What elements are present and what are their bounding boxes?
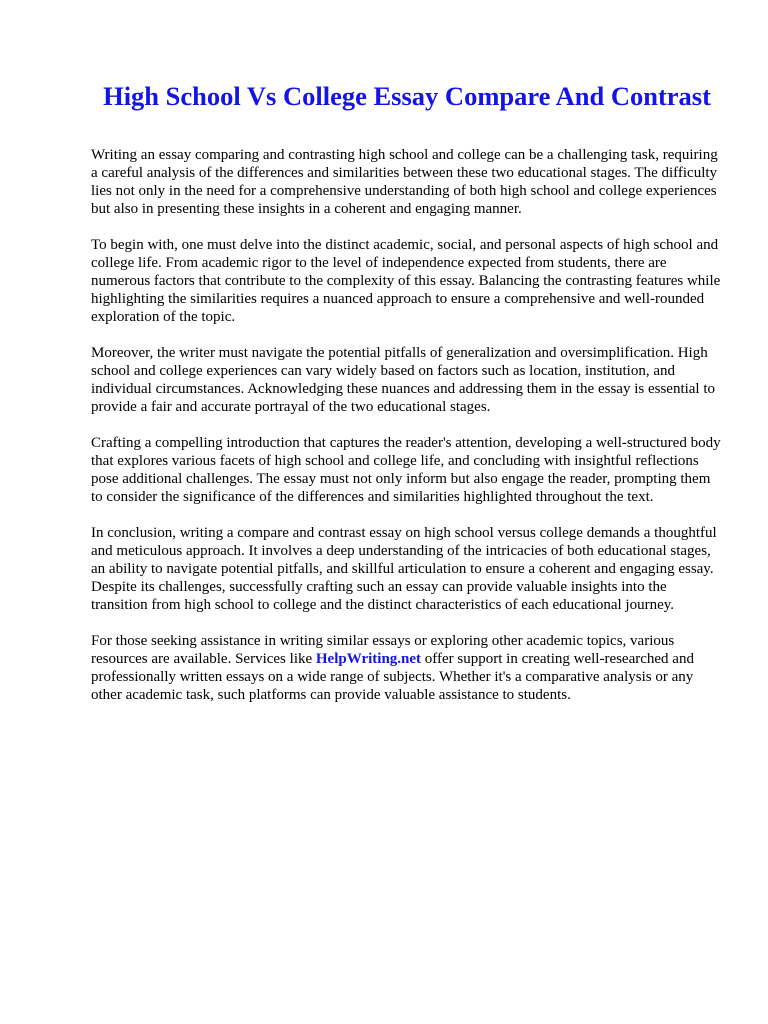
paragraph-6-text-before-link: For those seeking assistance in writing similar essays or exploring other academic topics, various resources are available. Services like xyxy=(91,633,675,667)
paragraph-3: Moreover, the writer must navigate the potential pitfalls of generalization and oversimplification. High school and college experiences can vary widely based on factors such as location, institution, and individual circumstances. Acknowledging these nuances and addressing them in the essay is essential to provide a fair and accurate portrayal of the two educational stages. xyxy=(91,345,716,415)
helpwriting-link[interactable]: HelpWriting.net xyxy=(315,651,422,667)
paragraph-6-text-after-link: offer support in creating well-researched and professionally written essays on a wide range of subjects. Whether it's a comparative analysis or any other academic task, such platforms can provide valuable assistance to students. xyxy=(91,651,694,703)
paragraph-4: Crafting a compelling introduction that captures the reader's attention, developing a well-structured body that explores various facets of high school and college life, and concluding with insightful reflections pose additional challenges. The essay must not only inform but also engage the reader, prompting them to consider the significance of the differences and similarities highlighted throughout the text. xyxy=(91,435,721,505)
paragraph-1: Writing an essay comparing and contrasting high school and college can be a challenging task, requiring a careful analysis of the differences and similarities between these two educational stages. The difficulty lies not only in the need for a comprehensive understanding of both high school and college experiences but also in presenting these insights in a coherent and engaging manner. xyxy=(91,147,718,217)
paragraph-2: To begin with, one must delve into the distinct academic, social, and personal aspects of high school and college life. From academic rigor to the level of independence expected from students, there are numerous factors that contribute to the complexity of this essay. Balancing the contrasting features while highlighting the similarities requires a nuanced approach to ensure a comprehensive and well-rounded exploration of the topic. xyxy=(91,237,721,325)
paragraph-6 xyxy=(91,632,723,704)
paragraph-5: In conclusion, writing a compare and contrast essay on high school versus college demands a thoughtful and meticulous approach. It involves a deep understanding of the intricacies of both educational stages, an ability to navigate potential pitfalls, and skillful articulation to ensure a coherent and engaging essay. Despite its challenges, successfully crafting such an essay can provide valuable insights into the transition from high school to college and the distinct characteristics of each educational journey. xyxy=(91,525,717,613)
page-title: High School Vs College Essay Compare And Contrast xyxy=(103,81,711,111)
